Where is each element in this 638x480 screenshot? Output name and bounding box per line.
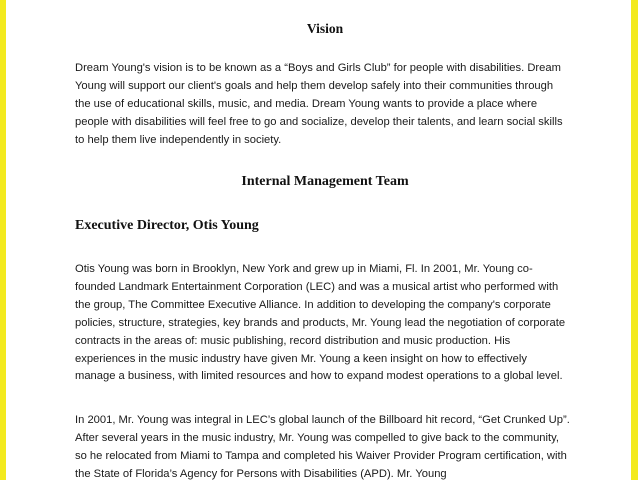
bio-paragraph-2: In 2001, Mr. Young was integral in LEC’s global launch of the Billboard hit record, “Get Crunked Up”. After several years in the music industry, Mr. Young was compelled to give back to the community, so he relocated from Miami to Tampa and completed his Waiver Provider Program certification, with the State of Florida’s Agency for Persons with Disabilities (APD). Mr. Young [75,414,570,480]
bio-paragraph-1: Otis Young was born in Brooklyn, New York and grew up in Miami, Fl. In 2001, Mr. Young co-founded Landmark Entertainment Corporation (LEC) and was a musical artist who performed with the group, The Committee Executive Alliance. In addition to developing the company's corporate policies, structure, strategies, key brands and products, Mr. Young lead the negotiation of corporate contracts in the areas of: music publishing, record distribution and music production. His experiences in the music industry have given Mr. Young a keen insight on how to effectively manage a business, with limited resources and how to expand modest operations to a global level. [75,263,566,383]
vision-heading: Vision [306,21,344,36]
document-page [6,0,631,480]
vision-paragraph: Dream Young's vision is to be known as a “Boys and Girls Club” for people with disabilities. Dream Young will support our client's goals and help them develop safely into their communities through the use of educational skills, music, and media. Dream Young wants to provide a place where people with disabilities will feel free to go and socialize, develop their talents, and learn social skills to help them live independently in society. [75,62,563,146]
team-heading: Internal Management Team [241,174,409,189]
executive-heading: Executive Director, Otis Young [75,218,259,233]
